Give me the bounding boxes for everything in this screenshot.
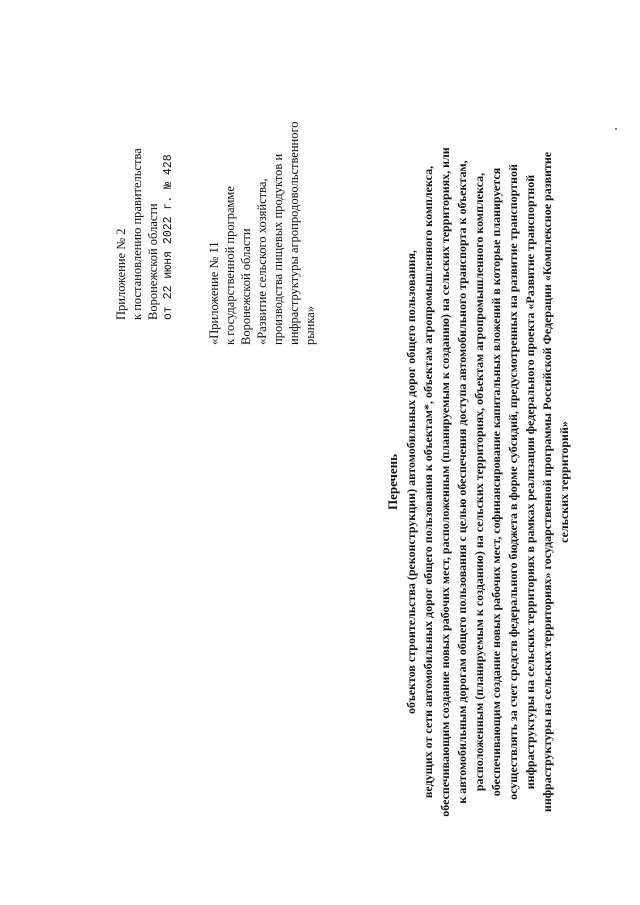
title-line: инфраструктуры на сельских территориях» государственной программы Российской Федерации «Комплексное развитие <box>540 151 554 813</box>
program-name-line: инфраструктуры агропродовольственного <box>287 121 301 345</box>
program-name-line: рынка» <box>303 305 317 345</box>
title-line: ведущих от сети автомобильных дорог общего пользования к объектам*, объектам агропромышленного комплекса, <box>421 165 435 799</box>
title-line: объектов строительства (реконструкции) автомобильных дорог общего пользования, <box>404 250 418 714</box>
appendix-reference: к постановлению правительства <box>130 148 144 320</box>
program-name-line: «Развитие сельского хозяйства, <box>255 178 269 345</box>
program-appendix-number: «Приложение № 11 <box>207 241 221 345</box>
title-line: обеспечивающим создание новых рабочих мест, софинансирование капитальных вложений в которые планируется <box>489 167 503 797</box>
title-line: обеспечивающим создание новых рабочих мест, расположенным (планируемым к созданию) на сельских территориях, или <box>438 147 452 817</box>
program-reference: к государственной программе <box>223 186 237 345</box>
appendix-number: Приложение № 2 <box>114 228 128 320</box>
appendix-region: Воронежской области <box>146 203 160 320</box>
scan-artifact-dot <box>615 128 617 130</box>
title-line: к автомобильным дорогам общего пользования с целью обеспечения доступа автомобильного транспорта к объектам, <box>455 160 469 804</box>
title-line: инфраструктуры на сельских территориях в рамках реализации федерального проекта «Развитие транспортной <box>523 174 537 790</box>
program-region: Воронежской области <box>239 228 253 345</box>
title-line: осуществлять за счет средств федерального бюджета в форме субсидий, предусмотренных на развитие транспортной <box>506 164 520 800</box>
title-line: сельских территорий» <box>557 421 571 543</box>
appendix-date: от 22 июня 2022 г. № 428 <box>162 154 175 320</box>
document-heading: Перечень <box>385 453 400 511</box>
program-name-line: производства пищевых продуктов и <box>271 153 285 345</box>
title-line: расположенным (планируемым к созданию) на сельских территориях, объектам агропромышленного комплекса, <box>472 172 486 792</box>
